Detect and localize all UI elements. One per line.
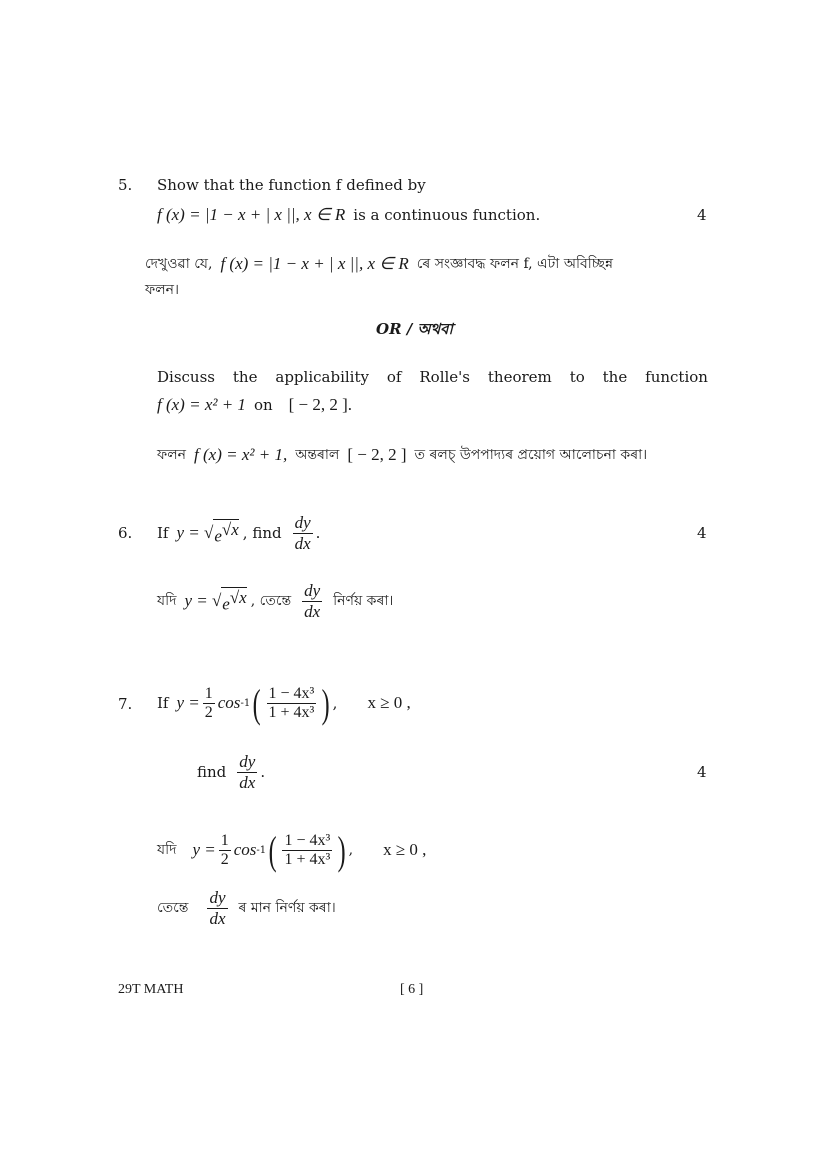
- math-condition: x ≥ 0 ,: [383, 840, 427, 859]
- question-number: 6.: [118, 524, 133, 542]
- math-expression: f (x) = x² + 1: [157, 395, 246, 414]
- question-text: If: [157, 694, 169, 712]
- question-number: 5.: [118, 176, 133, 194]
- inner-fraction: $\frac{\text{1 − 4x³}}{\text{1 + 4x³}}$: [284, 831, 331, 868]
- question-text: If: [157, 524, 169, 542]
- assamese-text: নিৰ্ণয় কৰা।: [333, 593, 394, 609]
- word: Rolle's: [419, 368, 470, 386]
- marks: 4: [697, 206, 707, 224]
- derivative-fraction: $\frac{dy}{dx}$: [209, 887, 226, 928]
- assamese-text: ফলন।: [145, 282, 180, 298]
- marks: 4: [697, 763, 707, 781]
- math-interval: [ − 2, 2 ]: [347, 445, 407, 464]
- math-expression: y =: [176, 693, 200, 712]
- math-expression: f (x) = |1 − x + | x ||, x ∈ R: [157, 205, 346, 224]
- assamese-text: অন্তৰাল: [295, 447, 340, 463]
- assamese-text: যদি: [157, 593, 177, 609]
- paper-code: 29T MATH: [118, 982, 184, 997]
- assamese-text: তেন্তে: [157, 900, 189, 916]
- half-fraction: $\frac{1}{2}$: [220, 831, 229, 868]
- assamese-text: যদি: [157, 842, 177, 858]
- derivative-fraction: $\frac{dy}{dx}$: [304, 580, 321, 621]
- or-separator: OR / অথবা: [376, 320, 453, 338]
- inner-fraction: $\frac{\text{1 − 4x³}}{\text{1 + 4x³}}$: [268, 684, 315, 721]
- math-expression: cos: [233, 840, 257, 859]
- assamese-text: ৰ মান নিৰ্ণয় কৰা।: [238, 900, 336, 916]
- word: to: [569, 368, 585, 386]
- math-expression: $e^{√x}$: [214, 520, 239, 546]
- assamese-text: ৰে সংজ্ঞাবদ্ধ ফলন f, এটা অবিচ্ছিন্ন: [416, 256, 613, 272]
- derivative-fraction: $\frac{dy}{dx}$: [294, 512, 311, 553]
- question-number: 7.: [118, 695, 133, 713]
- marks: 4: [697, 524, 707, 542]
- math-condition: x ≥ 0 ,: [367, 693, 411, 712]
- math-expression: $e^{√x}$: [222, 588, 247, 614]
- word: the: [602, 368, 628, 386]
- question-text: find: [197, 763, 227, 781]
- math-expression: y =: [192, 840, 216, 859]
- math-expression: y = √: [176, 523, 214, 542]
- assamese-text: ফলন: [157, 447, 187, 463]
- word: theorem: [487, 368, 552, 386]
- word: the: [232, 368, 258, 386]
- assamese-text: , তেন্তে: [250, 593, 292, 609]
- word: applicability: [275, 368, 369, 386]
- derivative-fraction: $\frac{dy}{dx}$: [239, 751, 256, 792]
- question-text: is a continuous function.: [353, 206, 541, 224]
- assamese-text: ত ৰলচ্ উপপাদ্যৰ প্ৰয়োগ আলোচনা কৰা।: [414, 447, 648, 463]
- word: Discuss: [157, 368, 215, 386]
- word: of: [386, 368, 402, 386]
- math-expression: f (x) = |1 − x + | x ||, x ∈ R: [220, 254, 409, 273]
- word: function: [645, 368, 708, 386]
- half-fraction: $\frac{1}{2}$: [204, 684, 213, 721]
- page-number: [ 6 ]: [400, 982, 424, 997]
- question-text: on: [253, 396, 273, 414]
- question-text: Show that the function f defined by: [157, 176, 426, 194]
- math-expression: f (x) = x² + 1,: [194, 445, 288, 464]
- assamese-text: দেখুওৱা যে,: [145, 256, 213, 272]
- math-expression: cos: [217, 693, 241, 712]
- question-text: , find: [242, 524, 282, 542]
- math-expression: y = √: [184, 591, 222, 610]
- math-interval: [ − 2, 2 ].: [288, 395, 353, 414]
